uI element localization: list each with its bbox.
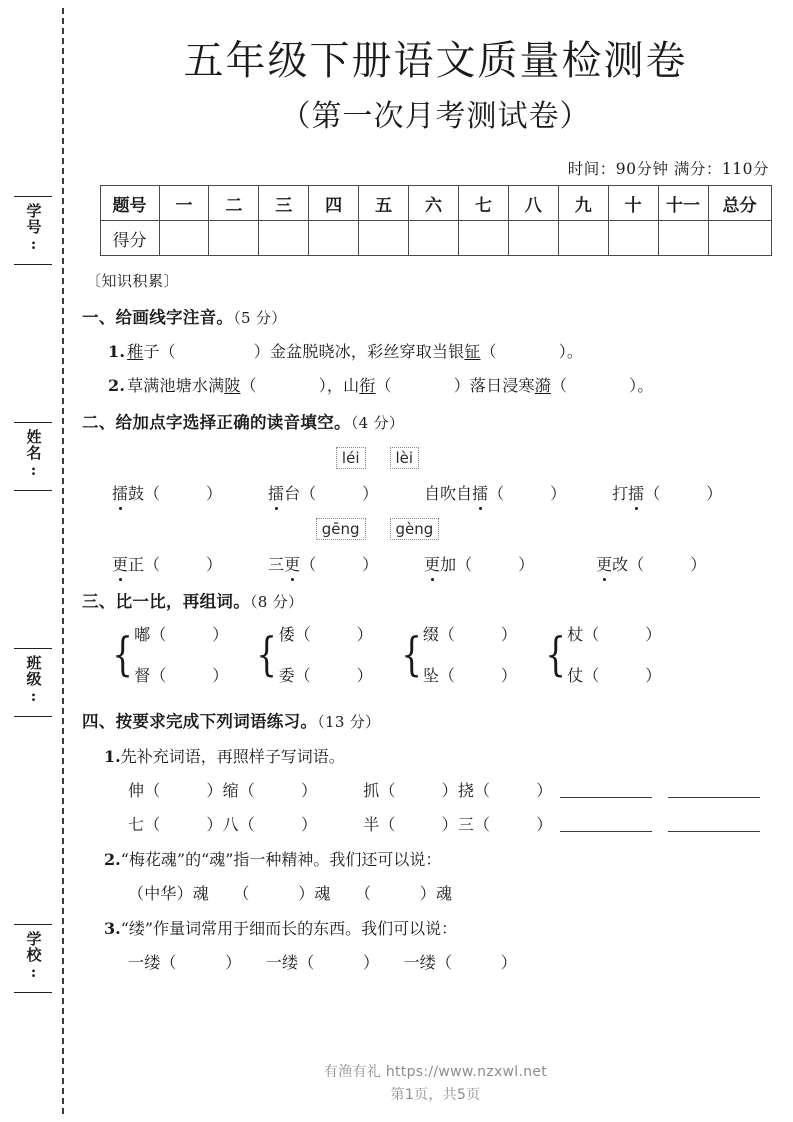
pinyin-option-lei2[interactable]: léi	[336, 447, 366, 469]
word-sangeng	[268, 552, 378, 575]
score-cell-total[interactable]	[708, 221, 771, 256]
pinyin-choices-geng	[82, 518, 793, 540]
word-text: （	[300, 555, 317, 575]
question-1-1	[108, 339, 793, 362]
cell-text: ）挠（	[441, 781, 491, 801]
pair-item-top	[423, 622, 517, 645]
word-leigu	[112, 481, 222, 504]
exam-meta-line: 时间：90分钟 满分：110分	[567, 160, 769, 179]
question-text: ）。	[558, 342, 584, 362]
cell-text: ）	[536, 815, 553, 835]
char-label: 委（	[278, 666, 311, 686]
dotted-char: 擂	[628, 481, 644, 504]
word-gengjia	[424, 552, 534, 575]
dotted-char: 擂	[268, 481, 284, 504]
margin-field-school	[10, 924, 56, 993]
cell-text: 伸（	[128, 781, 161, 801]
char-close: ）	[212, 666, 229, 686]
cell-text: ）缩（	[206, 781, 256, 801]
pair-item-top	[279, 622, 373, 645]
score-table-wrapper	[100, 185, 772, 256]
score-table-col-11: 十一	[658, 186, 708, 221]
section-group-heading: 〔知识积累〕	[86, 272, 180, 291]
question-text: 子（	[143, 342, 176, 362]
character-pair-group-4	[541, 622, 661, 686]
question-number: 1.	[108, 342, 126, 362]
cell-text: 半（	[363, 815, 396, 835]
question-text: “梅花魂”的“魂”指一种精神。我们还可以说：	[120, 850, 442, 870]
score-table-col-8: 八	[508, 186, 558, 221]
word-text: 正（	[128, 555, 161, 575]
pinyin-choices-lei	[82, 447, 793, 469]
pair-item-bottom	[279, 663, 373, 686]
score-cell-1[interactable]	[159, 221, 209, 256]
char-close: ）	[500, 625, 517, 645]
section-heading-3-points: （8 分）	[250, 593, 304, 612]
question-text: （	[550, 376, 568, 396]
pinyin-word-row-geng	[112, 552, 793, 575]
section-heading-1-text: 一、给画线字注音。	[82, 308, 234, 328]
cell-text: ）八（	[206, 815, 256, 835]
margin-field-student-id	[10, 196, 56, 265]
char-label: 坠（	[422, 666, 455, 686]
score-cell-10[interactable]	[608, 221, 658, 256]
underlined-char: 陂	[224, 376, 241, 396]
score-table-col-6: 六	[409, 186, 459, 221]
question-text: 先补充词语，再照样子写词语。	[120, 747, 345, 767]
score-cell-4[interactable]	[309, 221, 359, 256]
margin-label-class: 班级:	[24, 655, 43, 706]
section-heading-4	[82, 708, 793, 732]
word-dalei	[612, 481, 722, 504]
margin-field-class	[10, 648, 56, 717]
score-cell-9[interactable]	[558, 221, 608, 256]
char-label: 督（	[134, 666, 167, 686]
binding-dashed-line	[62, 8, 64, 1114]
margin-label-student-id: 学号:	[24, 203, 43, 254]
cell-text: 七（	[128, 815, 161, 835]
score-table	[100, 185, 772, 256]
question-text: ）落日浸寒	[453, 376, 535, 396]
question-4-1-prompt	[104, 744, 793, 767]
exam-page	[78, 0, 793, 1122]
word-text: 加（	[440, 555, 473, 575]
page-number: 第1页，共5页	[390, 1087, 481, 1103]
char-label: 仗（	[567, 666, 600, 686]
question-4-3-prompt	[104, 916, 793, 939]
section-heading-4-points: （13 分）	[317, 713, 381, 732]
table-row-scores	[100, 221, 771, 256]
char-close: ）	[356, 625, 373, 645]
pair-item-bottom	[423, 663, 517, 686]
dotted-char: 擂	[472, 481, 488, 504]
margin-rule	[14, 992, 52, 993]
word-zichuizilei	[424, 481, 566, 504]
pinyin-word-row-lei	[112, 481, 793, 504]
margin-rule	[14, 648, 52, 649]
pair-item-bottom	[567, 663, 661, 686]
question-4-1-row-2	[128, 812, 793, 835]
word-genggai	[596, 552, 706, 575]
cell-text: ）三（	[441, 815, 491, 835]
word-text: （	[644, 484, 661, 504]
score-cell-2[interactable]	[209, 221, 259, 256]
section-heading-2	[82, 409, 793, 433]
write-blank-line[interactable]	[668, 816, 760, 832]
question-4-1-row-1	[128, 778, 793, 801]
score-table-col-3: 三	[259, 186, 309, 221]
score-table-col-4: 四	[309, 186, 359, 221]
word-close: ）	[206, 555, 223, 575]
dotted-char: 擂	[112, 481, 128, 504]
score-table-col-7: 七	[458, 186, 508, 221]
cell-text: ）	[301, 781, 318, 801]
character-pair-groups	[108, 622, 793, 686]
question-4-3-answer-row[interactable]: 一缕（ ） 一缕（ ） 一缕（ ）	[128, 953, 518, 973]
pair-item-top	[567, 622, 661, 645]
question-text: （	[480, 342, 497, 362]
char-label: 嘟（	[134, 625, 167, 645]
word-close: ）	[690, 555, 707, 575]
word-gengzheng	[112, 552, 222, 575]
score-table-col-2: 二	[209, 186, 259, 221]
score-table-row-label: 题号	[100, 186, 159, 221]
page-title: 五年级下册语文质量检测卷	[183, 38, 688, 84]
score-table-col-total: 总分	[708, 186, 771, 221]
char-close: ）	[500, 666, 517, 686]
cell-text: ）	[536, 781, 553, 801]
question-text: ）金盆脱晓冰，彩丝穿取当银	[253, 342, 465, 362]
word-text: 台（	[284, 484, 317, 504]
question-text: ）。	[629, 376, 654, 396]
question-4-2-prompt	[104, 847, 793, 870]
underlined-char: 漪	[534, 376, 551, 396]
pair-item-bottom	[134, 663, 228, 686]
pair-item-top	[134, 622, 228, 645]
question-number: 2.	[108, 376, 126, 396]
score-table-col-10: 十	[608, 186, 658, 221]
score-cell-5[interactable]	[359, 221, 409, 256]
pair-items	[423, 622, 517, 686]
question-text: ），山	[318, 376, 360, 396]
section-heading-4-text: 四、按要求完成下列词语练习。	[82, 712, 318, 732]
pair-items	[134, 622, 228, 686]
left-brace-icon: {	[545, 627, 566, 682]
left-brace-icon: {	[256, 627, 278, 682]
word-close: ）	[362, 484, 379, 504]
cell-text: 抓（	[363, 781, 396, 801]
dotted-char: 更	[284, 552, 300, 575]
section-heading-2-text: 二、给加点字选择正确的读音填空。	[82, 413, 351, 433]
word-text: 鼓（	[128, 484, 161, 504]
underlined-char: 稚	[127, 342, 144, 362]
margin-label-school: 学校:	[24, 931, 43, 982]
margin-field-name	[10, 422, 56, 491]
score-table-col-9: 九	[558, 186, 608, 221]
margin-rule	[14, 264, 52, 265]
dotted-char: 更	[596, 552, 612, 575]
question-text: （	[240, 376, 257, 396]
char-close: ）	[212, 625, 229, 645]
pinyin-option-geng4[interactable]: gèng	[390, 518, 440, 540]
pair-items	[279, 622, 373, 686]
write-blank-line[interactable]	[560, 816, 652, 832]
question-number: 1.	[104, 747, 121, 767]
margin-rule	[14, 490, 52, 491]
page-footer	[78, 1061, 793, 1104]
score-cell-8[interactable]	[508, 221, 558, 256]
word-lead: 打	[612, 484, 629, 504]
char-close: ）	[645, 625, 662, 645]
write-blank-line[interactable]	[668, 782, 760, 798]
question-text: “缕”作量词常用于细而长的东西。我们可以说：	[120, 919, 458, 939]
page-subtitle: （第一次月考测试卷）	[280, 99, 591, 135]
word-text: （	[488, 484, 505, 504]
section-heading-1-points: （5 分）	[233, 309, 287, 328]
binding-margin-strip	[0, 0, 78, 1122]
score-cell-11[interactable]	[658, 221, 708, 256]
char-close: ）	[645, 666, 662, 686]
question-text: 草满池塘水满	[127, 376, 225, 396]
margin-rule	[14, 924, 52, 925]
section-heading-3-text: 三、比一比，再组词。	[82, 592, 250, 612]
section-heading-2-points: （4 分）	[350, 414, 405, 433]
word-lead: 自吹自	[424, 484, 473, 504]
margin-rule	[14, 422, 52, 423]
word-close: ）	[518, 555, 535, 575]
pinyin-option-lei4[interactable]: lèi	[390, 447, 420, 469]
left-brace-icon: {	[401, 627, 422, 682]
section-heading-1	[82, 304, 793, 328]
question-text: （	[375, 376, 392, 396]
char-label: 杖（	[567, 625, 600, 645]
question-number: 3.	[104, 919, 121, 939]
table-row-header	[100, 186, 771, 221]
score-cell-6[interactable]	[409, 221, 459, 256]
character-pair-group-3	[397, 622, 517, 686]
score-cell-7[interactable]	[458, 221, 508, 256]
word-close: ）	[706, 484, 723, 504]
character-pair-group-2	[252, 622, 372, 686]
question-1-2	[108, 373, 793, 396]
section-heading-3	[82, 588, 793, 612]
left-brace-icon: {	[112, 627, 133, 682]
word-close: ）	[550, 484, 567, 504]
word-leitai	[268, 481, 378, 504]
exam-content	[78, 270, 793, 973]
write-blank-line[interactable]	[560, 782, 652, 798]
pair-items	[567, 622, 661, 686]
margin-label-name: 姓名:	[24, 429, 43, 480]
pinyin-option-geng1[interactable]: gēng	[316, 518, 366, 540]
cell-text: ）	[301, 815, 318, 835]
question-4-2-answer-row[interactable]: （中华）魂 （ ）魂 （ ）魂	[128, 884, 453, 904]
score-table-col-1: 一	[159, 186, 209, 221]
dotted-char: 更	[424, 552, 440, 575]
word-text: 改（	[612, 555, 645, 575]
word-close: ）	[362, 555, 379, 575]
score-table-row-label-score: 得分	[100, 221, 159, 256]
margin-rule	[14, 716, 52, 717]
underlined-char: 衔	[359, 376, 376, 396]
score-cell-3[interactable]	[259, 221, 309, 256]
score-table-col-5: 五	[359, 186, 409, 221]
character-pair-group-1	[108, 622, 228, 686]
question-number: 2.	[104, 850, 121, 870]
underlined-char: 钲	[464, 342, 481, 362]
char-close: ）	[356, 666, 373, 686]
char-label: 倭（	[278, 625, 311, 645]
word-close: ）	[206, 484, 223, 504]
dotted-char: 更	[112, 552, 128, 575]
margin-rule	[14, 196, 52, 197]
word-lead: 三	[268, 555, 285, 575]
watermark-text: 有渔有礼 https://www.nzxwl.net	[323, 1064, 548, 1080]
char-label: 缀（	[422, 625, 455, 645]
